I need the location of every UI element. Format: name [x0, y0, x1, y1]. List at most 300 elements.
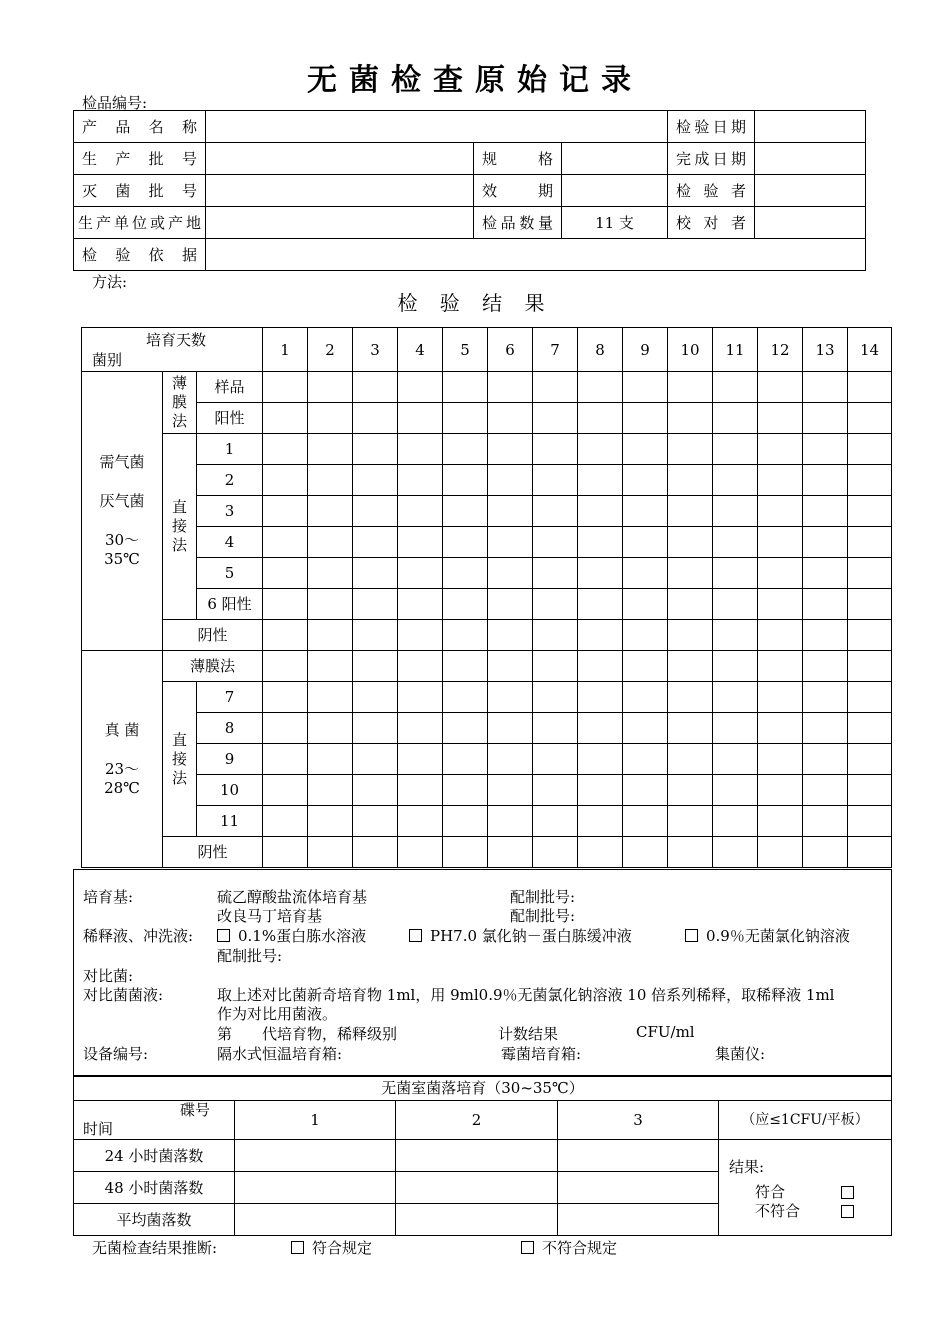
result-cell[interactable]	[488, 713, 533, 744]
result-cell[interactable]	[533, 806, 578, 837]
result-cell[interactable]	[353, 744, 398, 775]
result-cell[interactable]	[308, 620, 353, 651]
result-cell[interactable]	[533, 372, 578, 403]
result-cell[interactable]	[398, 651, 443, 682]
result-cell[interactable]	[713, 465, 758, 496]
result-cell[interactable]	[398, 527, 443, 558]
result-cell[interactable]	[398, 403, 443, 434]
incubator-label: 隔水式恒温培育箱:	[217, 1045, 343, 1063]
result-cell[interactable]	[263, 372, 308, 403]
result-cell[interactable]	[398, 837, 443, 868]
result-cell[interactable]	[848, 682, 892, 713]
test-date-field[interactable]	[755, 111, 866, 143]
result-cell[interactable]	[668, 682, 713, 713]
result-cell[interactable]	[668, 589, 713, 620]
result-cell[interactable]	[668, 372, 713, 403]
results-title: 检 验 结 果	[397, 291, 553, 315]
result-cell[interactable]	[713, 589, 758, 620]
result-cell[interactable]	[308, 372, 353, 403]
result-cell[interactable]	[578, 713, 623, 744]
medium-2-batch: 配制批号:	[510, 907, 576, 925]
result-cell[interactable]	[848, 465, 892, 496]
result-cell[interactable]	[848, 403, 892, 434]
result-cell[interactable]	[848, 744, 892, 775]
result-cell[interactable]	[668, 775, 713, 806]
result-cell[interactable]	[758, 837, 803, 868]
equipment-label: 设备编号:	[83, 1045, 149, 1063]
result-cell[interactable]	[533, 682, 578, 713]
result-cell[interactable]	[533, 496, 578, 527]
spec-field[interactable]	[562, 143, 668, 175]
anaerobic-label: 厌气菌	[99, 492, 145, 510]
corner-type-label: 菌别	[92, 351, 123, 369]
conclusion-pass[interactable]	[291, 1237, 372, 1258]
result-cell[interactable]	[848, 806, 892, 837]
result-cell[interactable]	[308, 465, 353, 496]
result-cell[interactable]	[713, 403, 758, 434]
result-cell[interactable]	[443, 713, 488, 744]
result-cell[interactable]	[803, 372, 848, 403]
result-cell[interactable]	[398, 775, 443, 806]
result-cell[interactable]	[848, 620, 892, 651]
cell-avg-3[interactable]	[558, 1204, 719, 1236]
result-cell[interactable]	[848, 558, 892, 589]
result-cell[interactable]	[488, 775, 533, 806]
result-cell[interactable]	[263, 713, 308, 744]
result-cell[interactable]	[398, 713, 443, 744]
result-cell[interactable]	[263, 620, 308, 651]
result-cell[interactable]	[488, 837, 533, 868]
result-cell[interactable]	[623, 713, 668, 744]
result-cell[interactable]	[488, 620, 533, 651]
result-cell[interactable]	[668, 403, 713, 434]
result-cell[interactable]	[488, 527, 533, 558]
row-label-negative-2: 阴性	[163, 837, 263, 868]
result-cell[interactable]	[803, 713, 848, 744]
result-cell[interactable]	[263, 682, 308, 713]
result-label: 结果:	[729, 1158, 765, 1176]
result-cell[interactable]	[848, 589, 892, 620]
result-cell[interactable]	[668, 713, 713, 744]
result-cell[interactable]	[263, 806, 308, 837]
result-cell[interactable]	[713, 372, 758, 403]
result-cell[interactable]	[713, 713, 758, 744]
result-cell[interactable]	[713, 806, 758, 837]
result-cell[interactable]	[578, 837, 623, 868]
result-cell[interactable]	[533, 744, 578, 775]
result-cell[interactable]	[443, 372, 488, 403]
result-cell[interactable]	[353, 620, 398, 651]
result-cell[interactable]	[803, 465, 848, 496]
result-cell[interactable]	[488, 806, 533, 837]
result-cell[interactable]	[578, 744, 623, 775]
result-cell[interactable]	[758, 465, 803, 496]
day-header-4: 4	[398, 328, 443, 372]
result-cell[interactable]	[308, 589, 353, 620]
cell-avg-2[interactable]	[396, 1204, 558, 1236]
result-cell[interactable]	[758, 806, 803, 837]
result-cell[interactable]	[578, 527, 623, 558]
result-cell[interactable]	[848, 496, 892, 527]
result-cell[interactable]	[578, 434, 623, 465]
result-cell[interactable]	[758, 651, 803, 682]
result-cell[interactable]	[623, 589, 668, 620]
medium-2: 改良马丁培育基	[217, 907, 323, 925]
result-cell[interactable]	[443, 775, 488, 806]
result-cell[interactable]	[713, 620, 758, 651]
result-cell[interactable]	[353, 682, 398, 713]
row-label-tube-11: 11	[197, 806, 263, 837]
result-cell[interactable]	[578, 465, 623, 496]
result-cell[interactable]	[713, 558, 758, 589]
result-cell[interactable]	[533, 403, 578, 434]
result-cell[interactable]	[533, 465, 578, 496]
result-cell[interactable]	[668, 837, 713, 868]
direct-char-3: 法	[171, 536, 187, 554]
result-cell[interactable]	[488, 496, 533, 527]
result-cell[interactable]	[398, 434, 443, 465]
result-cell[interactable]	[443, 744, 488, 775]
control-solution-label: 对比菌菌液:	[83, 986, 164, 1004]
result-cell[interactable]	[533, 837, 578, 868]
result-cell[interactable]	[803, 589, 848, 620]
result-cell[interactable]	[443, 806, 488, 837]
result-cell[interactable]	[848, 837, 892, 868]
time-label: 时间	[83, 1120, 114, 1138]
result-cell[interactable]	[263, 403, 308, 434]
manufacturer-field[interactable]	[206, 207, 474, 239]
result-cell[interactable]	[308, 527, 353, 558]
result-cell[interactable]	[623, 837, 668, 868]
result-cell[interactable]	[353, 558, 398, 589]
result-cell[interactable]	[803, 558, 848, 589]
basis-field[interactable]	[206, 239, 866, 271]
result-pass-checkbox[interactable]	[841, 1186, 854, 1199]
expiry-field[interactable]	[562, 175, 668, 207]
result-cell[interactable]	[578, 651, 623, 682]
conclusion-fail[interactable]	[521, 1237, 617, 1258]
result-cell[interactable]	[443, 558, 488, 589]
cfu-unit: CFU/ml	[636, 1023, 695, 1041]
result-cell[interactable]	[668, 744, 713, 775]
result-cell[interactable]	[803, 837, 848, 868]
cleanroom-table	[73, 1075, 892, 1236]
result-cell[interactable]	[713, 682, 758, 713]
result-cell[interactable]	[263, 589, 308, 620]
result-cell[interactable]	[803, 527, 848, 558]
result-cell[interactable]	[443, 589, 488, 620]
cell-24h-2[interactable]	[396, 1140, 558, 1172]
result-cell[interactable]	[308, 558, 353, 589]
result-cell[interactable]	[533, 558, 578, 589]
row-label-tube-6-positive: 6 阳性	[197, 589, 263, 620]
result-cell[interactable]	[443, 403, 488, 434]
result-cell[interactable]	[623, 651, 668, 682]
result-cell[interactable]	[308, 434, 353, 465]
result-cell[interactable]	[398, 620, 443, 651]
result-cell[interactable]	[713, 496, 758, 527]
dish-2-header: 2	[396, 1101, 558, 1140]
result-cell[interactable]	[668, 558, 713, 589]
result-cell[interactable]	[803, 620, 848, 651]
result-cell[interactable]	[668, 527, 713, 558]
result-cell[interactable]	[353, 589, 398, 620]
result-cell[interactable]	[353, 651, 398, 682]
result-cell[interactable]	[758, 558, 803, 589]
result-cell[interactable]	[533, 527, 578, 558]
finish-date-field[interactable]	[755, 143, 866, 175]
result-cell[interactable]	[578, 589, 623, 620]
result-cell[interactable]	[263, 837, 308, 868]
row-label-tube-3: 3	[197, 496, 263, 527]
result-cell[interactable]	[848, 372, 892, 403]
result-cell[interactable]	[668, 620, 713, 651]
result-cell[interactable]	[848, 527, 892, 558]
result-cell[interactable]	[713, 527, 758, 558]
result-cell[interactable]	[353, 403, 398, 434]
result-cell[interactable]	[353, 806, 398, 837]
result-cell[interactable]	[488, 744, 533, 775]
result-cell[interactable]	[263, 527, 308, 558]
result-cell[interactable]	[578, 682, 623, 713]
day-header-11: 11	[713, 328, 758, 372]
result-cell[interactable]	[578, 558, 623, 589]
row-label-tube-1: 1	[197, 434, 263, 465]
result-cell[interactable]	[443, 527, 488, 558]
cell-48h-2[interactable]	[396, 1172, 558, 1204]
result-cell[interactable]	[758, 682, 803, 713]
diluent-option-1[interactable]	[217, 925, 366, 946]
info-table	[73, 110, 866, 271]
result-cell[interactable]	[758, 403, 803, 434]
result-cell[interactable]	[713, 744, 758, 775]
result-cell[interactable]	[488, 465, 533, 496]
result-cell[interactable]	[308, 496, 353, 527]
result-cell[interactable]	[398, 682, 443, 713]
result-cell[interactable]	[263, 496, 308, 527]
result-cell[interactable]	[668, 496, 713, 527]
result-cell[interactable]	[713, 837, 758, 868]
result-cell[interactable]	[308, 651, 353, 682]
result-cell[interactable]	[443, 837, 488, 868]
result-cell[interactable]	[353, 434, 398, 465]
result-cell[interactable]	[398, 496, 443, 527]
result-cell[interactable]	[803, 744, 848, 775]
result-cell[interactable]	[668, 434, 713, 465]
checkbox-icon[interactable]	[291, 1241, 304, 1254]
result-cell[interactable]	[488, 372, 533, 403]
diluent-label: 稀释液、冲洗液:	[83, 927, 194, 945]
row-avg-label: 平均菌落数	[74, 1204, 235, 1236]
result-cell[interactable]	[443, 496, 488, 527]
result-cell[interactable]	[263, 775, 308, 806]
result-cell[interactable]	[668, 465, 713, 496]
result-cell[interactable]	[623, 682, 668, 713]
result-cell[interactable]	[353, 496, 398, 527]
direct-method-1	[163, 434, 197, 620]
result-cell[interactable]	[623, 558, 668, 589]
result-cell[interactable]	[308, 682, 353, 713]
result-cell[interactable]	[308, 403, 353, 434]
result-cell[interactable]	[623, 372, 668, 403]
quantity-value: 11 支	[562, 207, 668, 239]
cell-24h-1[interactable]	[235, 1140, 396, 1172]
day-header-13: 13	[803, 328, 848, 372]
result-cell[interactable]	[803, 651, 848, 682]
result-cell[interactable]	[353, 837, 398, 868]
result-cell[interactable]	[668, 806, 713, 837]
result-cell[interactable]	[533, 651, 578, 682]
cell-48h-3[interactable]	[558, 1172, 719, 1204]
result-cell[interactable]	[398, 372, 443, 403]
result-cell[interactable]	[758, 496, 803, 527]
checkbox-icon[interactable]	[685, 929, 698, 942]
membrane-char-3: 法	[171, 412, 187, 430]
checkbox-icon[interactable]	[409, 929, 422, 942]
steril-batch-field[interactable]	[206, 175, 474, 207]
result-cell[interactable]	[263, 651, 308, 682]
result-cell[interactable]	[263, 434, 308, 465]
result-cell[interactable]	[353, 775, 398, 806]
result-cell[interactable]	[578, 496, 623, 527]
result-cell[interactable]	[578, 403, 623, 434]
cell-48h-1[interactable]	[235, 1172, 396, 1204]
batch-no-field[interactable]	[206, 143, 474, 175]
result-cell[interactable]	[443, 651, 488, 682]
result-cell[interactable]	[803, 434, 848, 465]
day-header-14: 14	[848, 328, 892, 372]
checkbox-icon[interactable]	[217, 929, 230, 942]
result-cell[interactable]	[488, 682, 533, 713]
expiry-label: 效 期	[474, 175, 562, 207]
result-cell[interactable]	[713, 651, 758, 682]
membrane-char-1: 薄	[171, 374, 187, 392]
result-cell[interactable]	[758, 434, 803, 465]
result-cell[interactable]	[308, 837, 353, 868]
result-cell[interactable]	[758, 620, 803, 651]
result-cell[interactable]	[488, 434, 533, 465]
result-cell[interactable]	[443, 434, 488, 465]
result-cell[interactable]	[623, 620, 668, 651]
result-cell[interactable]	[803, 496, 848, 527]
product-name-field[interactable]	[206, 111, 668, 143]
membrane-method-1	[163, 372, 197, 434]
result-cell[interactable]	[758, 589, 803, 620]
result-cell[interactable]	[443, 682, 488, 713]
result-cell[interactable]	[398, 806, 443, 837]
result-cell[interactable]	[308, 744, 353, 775]
result-cell[interactable]	[578, 620, 623, 651]
result-cell[interactable]	[578, 372, 623, 403]
diluent-option-2-label: PH7.0 氯化钠－蛋白胨缓冲液	[430, 927, 632, 945]
result-cell[interactable]	[308, 775, 353, 806]
result-cell[interactable]	[848, 775, 892, 806]
result-cell[interactable]	[713, 775, 758, 806]
control-label: 对比菌:	[83, 967, 134, 985]
checker-label: 校 对 者	[668, 207, 755, 239]
result-cell[interactable]	[443, 620, 488, 651]
result-cell[interactable]	[578, 806, 623, 837]
result-cell[interactable]	[398, 558, 443, 589]
result-cell[interactable]	[803, 682, 848, 713]
result-cell[interactable]	[263, 465, 308, 496]
cell-24h-3[interactable]	[558, 1140, 719, 1172]
result-cell[interactable]	[533, 775, 578, 806]
fungi-label: 真 菌	[104, 720, 140, 739]
inspector-field[interactable]	[755, 175, 866, 207]
control-solution-text-1: 取上述对比菌新奇培育物 1ml，用 9ml0.9％无菌氯化钠溶液 10 倍系列稀释，取稀释液 1ml	[217, 986, 835, 1004]
result-cell[interactable]	[623, 496, 668, 527]
result-cell[interactable]	[308, 806, 353, 837]
result-cell[interactable]	[398, 744, 443, 775]
result-cell[interactable]	[488, 558, 533, 589]
result-cell[interactable]	[263, 744, 308, 775]
result-cell[interactable]	[803, 806, 848, 837]
results-grid	[81, 327, 892, 868]
result-cell[interactable]	[623, 806, 668, 837]
result-cell[interactable]	[623, 403, 668, 434]
result-fail-checkbox[interactable]	[841, 1205, 854, 1218]
method-label: 方法:	[92, 273, 128, 291]
result-cell[interactable]	[848, 434, 892, 465]
control-solution-text-2: 作为对比用菌液。	[217, 1005, 338, 1023]
result-cell[interactable]	[713, 434, 758, 465]
cleanroom-corner	[74, 1101, 235, 1140]
result-cell[interactable]	[533, 620, 578, 651]
result-cell[interactable]	[848, 651, 892, 682]
result-cell[interactable]	[398, 589, 443, 620]
result-cell[interactable]	[623, 527, 668, 558]
temp1-line2: 35℃	[104, 550, 140, 568]
result-cell[interactable]	[353, 713, 398, 744]
result-cell[interactable]	[623, 434, 668, 465]
checkbox-icon[interactable]	[521, 1241, 534, 1254]
result-cell[interactable]	[578, 775, 623, 806]
result-cell[interactable]	[758, 713, 803, 744]
result-cell[interactable]	[443, 465, 488, 496]
result-pass-label: 符合	[755, 1183, 786, 1201]
result-cell[interactable]	[353, 465, 398, 496]
result-cell[interactable]	[533, 434, 578, 465]
result-cell[interactable]	[758, 372, 803, 403]
result-cell[interactable]	[623, 775, 668, 806]
checker-field[interactable]	[755, 207, 866, 239]
result-cell[interactable]	[803, 403, 848, 434]
result-cell[interactable]	[758, 527, 803, 558]
result-cell[interactable]	[533, 589, 578, 620]
diluent-option-3[interactable]	[685, 925, 850, 946]
result-cell[interactable]	[398, 465, 443, 496]
cleanroom-title: 无菌室菌落培育（30~35℃）	[74, 1076, 892, 1101]
result-cell[interactable]	[758, 744, 803, 775]
result-cell[interactable]	[488, 403, 533, 434]
result-cell[interactable]	[848, 713, 892, 744]
result-cell[interactable]	[263, 558, 308, 589]
result-cell[interactable]	[353, 372, 398, 403]
result-cell[interactable]	[803, 775, 848, 806]
result-cell[interactable]	[308, 713, 353, 744]
result-cell[interactable]	[488, 651, 533, 682]
result-cell[interactable]	[623, 744, 668, 775]
result-cell[interactable]	[353, 527, 398, 558]
diluent-option-2[interactable]	[409, 925, 632, 946]
result-cell[interactable]	[668, 651, 713, 682]
cell-avg-1[interactable]	[235, 1204, 396, 1236]
result-cell[interactable]	[758, 775, 803, 806]
result-cell[interactable]	[623, 465, 668, 496]
result-cell[interactable]	[533, 713, 578, 744]
result-cell[interactable]	[488, 589, 533, 620]
